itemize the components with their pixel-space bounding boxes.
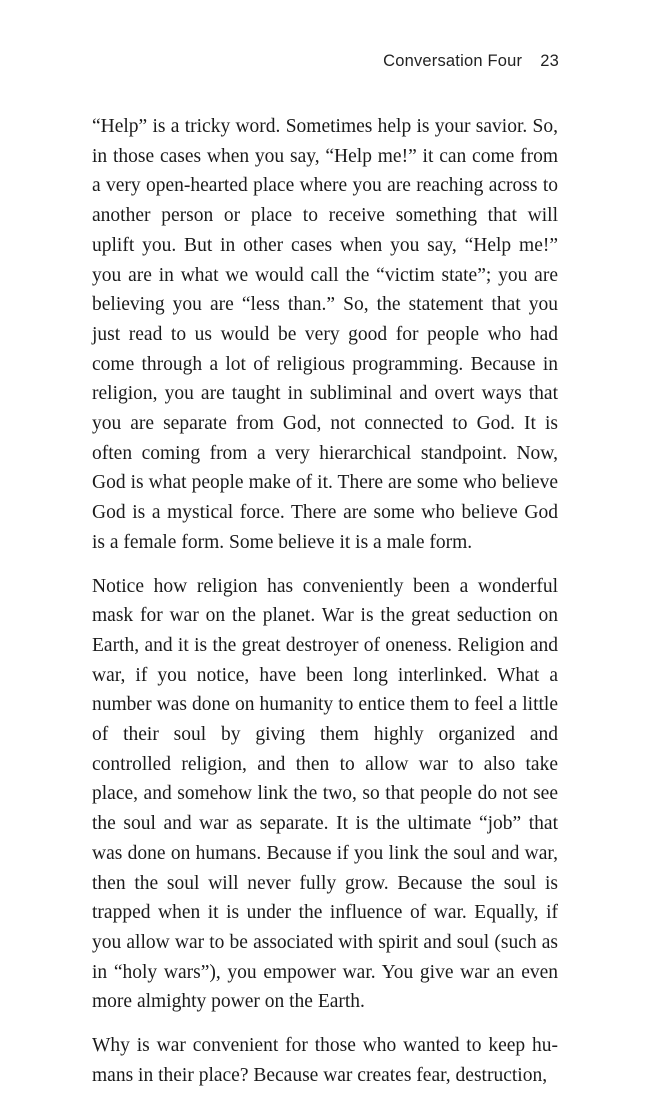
running-title: Conversation Four bbox=[383, 52, 523, 70]
paragraph-1: “Help” is a tricky word. Sometimes help is your savior. So, in those cases when you say, “Help me!” it can come from a very open-hearted place where you are reaching across to another person or place to receive something that will uplift you. But in other cases when you say, “Help me!” you are in what we would call the “victim state”; you are believing you are “less than.” So, the statement that you just read to us would be very good for people who had come through a lot of religious programming. Because in religion, you are taught in subliminal and overt ways that you are separate from God, not connected to God. It is often coming from a very hierarchical standpoint. Now, God is what people make of it. There are some who believe God is a mystical force. There are some who believe God is a female form. Some believe it is a male form. bbox=[92, 116, 558, 553]
paragraph-2: Notice how religion has conveniently been a wonderful mask for war on the planet. War is the great seduction on Earth, and it is the great destroyer of oneness. Religion and war, if you notice, have been long interlinked. What a number was done on humanity to entice them to feel a little of their soul by giving them highly organized and controlled religion, and then to allow war to also take place, and somehow link the two, so that people do not see the soul and war as separate. It is the ultimate “job” that was done on humans. Because if you link the soul and war, then the soul will never fully grow. Because the soul is trapped when it is under the influence of war. Equally, if you allow war to be associated with spirit and soul (such as in “holy wars”), you empower war. You give war an even more almighty power on the Earth. bbox=[92, 575, 558, 1013]
running-header bbox=[383, 52, 559, 71]
paragraph-3: Why is war convenient for those who wanted to keep humans in their place? Because war creates fear, destruction, bbox=[92, 1035, 558, 1086]
page-number: 23 bbox=[540, 52, 559, 70]
page-body bbox=[92, 112, 558, 1105]
